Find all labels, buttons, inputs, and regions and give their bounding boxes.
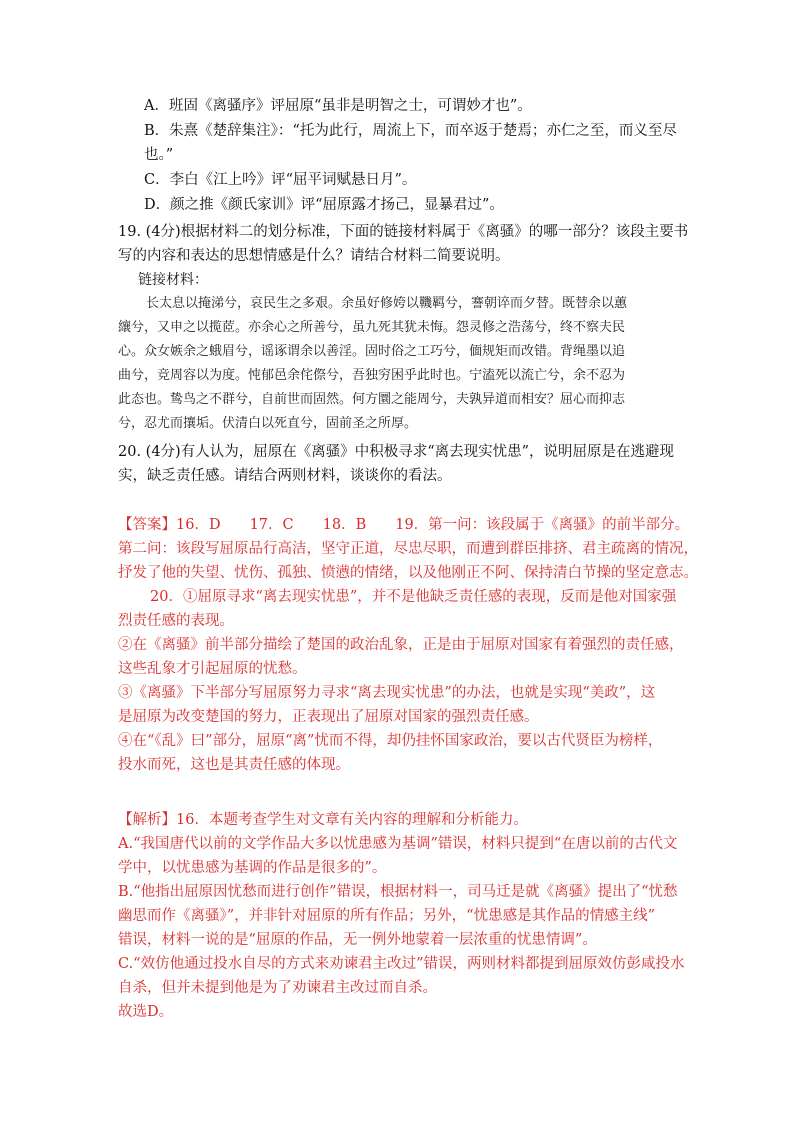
question-20: [118, 440, 708, 488]
question-20-line-2: 实，缺乏责任感。请结合两则材料，谈谈你的看法。: [118, 468, 452, 484]
analysis-line: 故选D。: [118, 1004, 174, 1020]
question-19-line-2: 写的内容和表达的思想情感是什么？请结合材料二简要说明。: [118, 248, 510, 264]
answer-line: 抒发了他的失望、忧伤、孤独、愤懑的情绪，以及他刚正不阿、保持清白节操的坚定意志。: [118, 565, 698, 581]
answer-line: 烈责任感的表现。: [118, 613, 234, 629]
answer-line: 这些乱象才引起屈原的忧愁。: [118, 661, 307, 677]
question-18-options: [118, 94, 708, 217]
analysis-line: C.“效仿他通过投水自尽的方式来劝谏君主改过”错误，两则材料都提到屈原效仿彭咸投水: [118, 956, 685, 972]
answer-line: 20．①屈原寻求“离去现实忧患”，并不是他缺乏责任感的表现，反而是他对国家强: [150, 589, 677, 605]
option-b: B．朱熹《楚辞集注》：“托为此行，周流上下，而卒返于楚焉；亦仁之至，而义至尽: [144, 123, 677, 139]
passage-line: 曲兮，竞周容以为度。忳郁邑余侘傺兮，吾独穷困乎此时也。宁溘死以流亡兮，余不忍为: [118, 368, 626, 383]
passage-line: 兮，忍尤而攘垢。伏清白以死直兮，固前圣之所厚。: [118, 416, 418, 431]
answer-line: 是屈原为改变楚国的努力，正表现出了屈原对国家的强烈责任感。: [118, 709, 539, 725]
analysis-line: 幽思而作《离骚》”，并非针对屈原的所有作品；另外，“忧患感是其作品的情感主线”: [118, 908, 655, 924]
passage-line: 心。众女嫉余之蛾眉兮，谣诼谓余以善淫。固时俗之工巧兮，偭规矩而改错。背绳墨以追: [118, 344, 626, 359]
answer-line: ②在《离骚》前半部分描绘了楚国的政治乱象，正是由于屈原对国家有着强烈的责任感，: [118, 637, 684, 653]
option-b-continued: 也。”: [144, 147, 174, 163]
analysis-section: [118, 808, 708, 1024]
passage-line: 长太息以掩涕兮，哀民生之多艰。余虽好修姱以鞿羁兮，謇朝谇而夕替。既替余以蕙: [146, 296, 628, 311]
answer-line: 第二问：该段写屈原品行高洁，坚守正道，尽忠尽职，而遭到群臣排挤、君主疏离的情况，: [118, 541, 698, 557]
analysis-line: 错误，材料一说的是“屈原的作品，无一例外地蒙着一层浓重的忧患情调”。: [118, 932, 597, 948]
answer-section: [118, 513, 708, 777]
passage-line: 此态也。鸷鸟之不群兮，自前世而固然。何方圜之能周兮，夫孰异道而相安？屈心而抑志: [118, 392, 626, 407]
option-c: C．李白《江上吟》评“屈平词赋悬日月”。: [144, 172, 417, 188]
passage-line: 纕兮，又申之以揽茝。亦余心之所善兮，虽九死其犹未悔。怨灵修之浩荡兮，终不察夫民: [118, 320, 626, 335]
option-a: A．班固《离骚序》评屈原“虽非是明智之士，可谓妙才也”。: [144, 98, 532, 114]
analysis-line: 学中，以忧患感为基调的作品是很多的”。: [118, 860, 387, 876]
analysis-line: 自杀，但并未提到他是为了劝谏君主改过而自杀。: [118, 980, 437, 996]
analysis-heading: 【解析】16．本题考查学生对文章有关内容的理解和分析能力。: [118, 812, 528, 828]
answer-line: ④在“《乱》曰”部分，屈原“离”忧而不得，却仍挂怀国家政治，要以古代贤臣为榜样，: [118, 733, 663, 749]
answer-heading: 【答案】16．D 17．C 18．B 19．第一问：该段属于《离骚》的前半部分。: [118, 517, 690, 533]
link-material-label: 链接材料：: [138, 272, 208, 288]
question-19-line-1: 19. (4分)根据材料二的划分标准，下面的链接材料属于《离骚》的哪一部分？该段主要书: [118, 224, 689, 240]
link-material-passage: [118, 292, 708, 436]
analysis-line: B.“他指出屈原因忧愁而进行创作”错误，根据材料一，司马迁是就《离骚》提出了“忧愁: [118, 884, 678, 900]
answer-line: 投水而死，这也是其责任感的体现。: [118, 757, 350, 773]
analysis-line: A.“我国唐代以前的文学作品大多以忧患感为基调”错误，材料只提到“在唐以前的古代文: [118, 836, 678, 852]
question-19: [118, 220, 708, 292]
question-20-line-1: 20. (4分)有人认为，屈原在《离骚》中积极寻求“离去现实忧患”，说明屈原是在逃避现: [118, 444, 675, 460]
option-d: D．颜之推《颜氏家训》评“屈原露才扬己，显暴君过”。: [144, 197, 504, 213]
answer-line: ③《离骚》下半部分写屈原努力寻求“离去现实忧患”的办法，也就是实现“美政”，这: [118, 685, 656, 701]
